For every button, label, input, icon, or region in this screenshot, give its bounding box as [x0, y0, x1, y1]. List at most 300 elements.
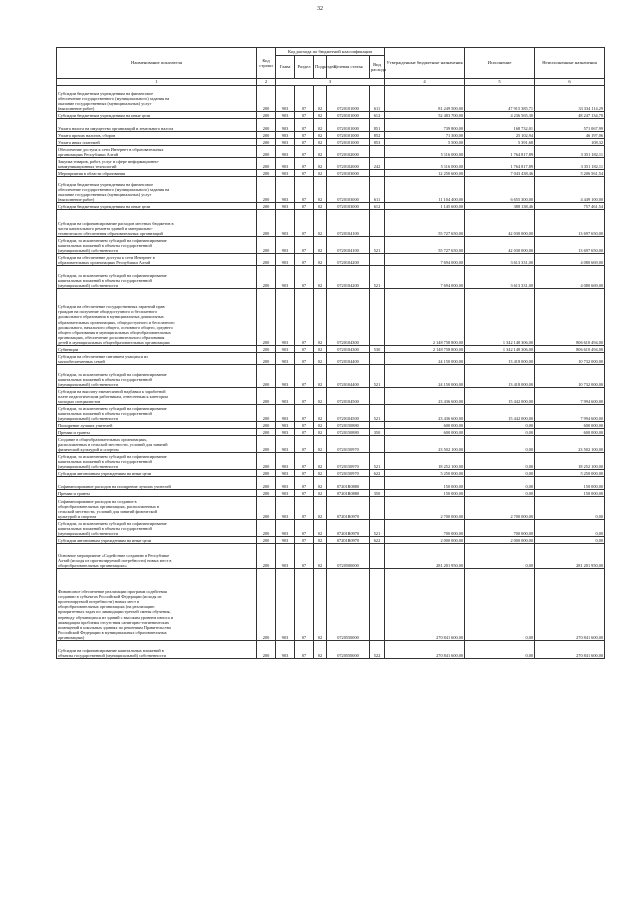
table-row [57, 569, 605, 641]
row-unexecuted: 48 247 134,70 [535, 112, 605, 119]
table-row [57, 289, 605, 346]
row-approved: 81 249 500,00 [385, 86, 465, 112]
row-unexecuted: 4 449 100,00 [535, 177, 605, 203]
row-expense-type: 853 [370, 139, 385, 146]
row-approved: 12 250 600,00 [385, 170, 465, 177]
row-approved: 52 483 700,00 [385, 112, 465, 119]
row-line-code: 200 [257, 453, 276, 470]
row-name: Премии и гранты [57, 490, 257, 497]
row-target: 0720102000 [327, 158, 370, 170]
row-execution: 0,00 [465, 544, 535, 569]
row-target: 07201R0880 [327, 490, 370, 497]
row-execution: 1 342 148 306,00 [465, 346, 535, 353]
row-expense-type [370, 569, 385, 641]
row-execution: 0,00 [465, 641, 535, 659]
row-approved: 7 694 000,00 [385, 254, 465, 266]
row-target: 0720104300 [327, 289, 370, 346]
row-section: 07 [295, 353, 314, 365]
row-approved: 55 727 650,00 [385, 237, 465, 254]
row-unexecuted: 806 610 494,00 [535, 289, 605, 346]
row-unexecuted: 4 080 669,00 [535, 254, 605, 266]
row-unexecuted: 3 351 182,11 [535, 158, 605, 170]
row-chapter: 903 [276, 346, 295, 353]
row-approved: 281 201 950,00 [385, 544, 465, 569]
row-expense-type: 521 [370, 520, 385, 537]
row-subsection: 02 [314, 237, 327, 254]
page-number: 32 [317, 6, 323, 12]
row-section: 07 [295, 520, 314, 537]
table-row [57, 520, 605, 537]
table-row [57, 544, 605, 569]
row-expense-type [370, 422, 385, 429]
row-chapter: 903 [276, 353, 295, 365]
table-row [57, 158, 605, 170]
row-line-code: 200 [257, 132, 276, 139]
row-expense-type: 611 [370, 177, 385, 203]
row-line-code: 200 [257, 641, 276, 659]
row-chapter: 903 [276, 429, 295, 436]
row-section: 07 [295, 490, 314, 497]
row-unexecuted: 806 610 494,00 [535, 346, 605, 353]
row-name: Поощрение лучших учителей [57, 422, 257, 429]
row-line-code: 200 [257, 237, 276, 254]
row-line-code: 200 [257, 436, 276, 453]
table-row [57, 237, 605, 254]
row-target: 0720150880 [327, 429, 370, 436]
row-chapter: 903 [276, 490, 295, 497]
row-line-code: 200 [257, 520, 276, 537]
row-chapter: 903 [276, 569, 295, 641]
row-target: 0720150970 [327, 470, 370, 477]
row-target: 0720103000 [327, 177, 370, 203]
row-unexecuted: 3 351 182,11 [535, 146, 605, 158]
column-number: 4 [385, 79, 465, 86]
row-name: Премии и гранты [57, 429, 257, 436]
row-unexecuted: 150 000,00 [535, 490, 605, 497]
row-line-code: 200 [257, 254, 276, 266]
row-line-code: 200 [257, 544, 276, 569]
row-line-code: 200 [257, 365, 276, 388]
row-expense-type: 521 [370, 266, 385, 289]
row-target: 0720550000 [327, 641, 370, 659]
row-chapter: 903 [276, 266, 295, 289]
row-name: Основное мероприятие «Содействие созданию в Республике Алтай (исходя из прогнозируемой потребности) новых мест в общеобразовательных организациях» [57, 544, 257, 569]
row-execution: 4 236 565,30 [465, 112, 535, 119]
row-section: 07 [295, 405, 314, 422]
row-chapter: 903 [276, 470, 295, 477]
row-approved: 150 000,00 [385, 477, 465, 490]
row-subsection: 02 [314, 422, 327, 429]
row-unexecuted: 571 067,99 [535, 119, 605, 132]
header-target: Целевая статья [327, 56, 370, 79]
row-section: 07 [295, 289, 314, 346]
row-chapter: 903 [276, 388, 295, 405]
row-expense-type: 852 [370, 132, 385, 139]
row-approved: 600 000,00 [385, 429, 465, 436]
row-name: Финансовое обеспечение реализации программ содействия созданию в субъектах Российской Федерации (исходя из прогнозируемой потребности) новых мест в общеобразовательных организациях (на реализацию приоритетных задач по ликвидации третьей смены обучения, переводу обучающихся из зданий с высоким уровнем износа и ликвидации проблемы отсутствия санитарно-гигиенических помещений в школьных зданиях по решениям Правительства Российской Федерации в муниципальных образовательных организациях) [57, 569, 257, 641]
header-approved: Утвержденные бюджетные назначения [385, 48, 465, 79]
row-section: 07 [295, 346, 314, 353]
row-unexecuted: 7 994 600,00 [535, 388, 605, 405]
header-expense-type: Вид расхода [370, 56, 385, 79]
row-line-code: 200 [257, 203, 276, 210]
row-execution: 0,00 [465, 477, 535, 490]
table-row [57, 203, 605, 210]
column-number: 3 [276, 79, 385, 86]
row-target: 0720104400 [327, 365, 370, 388]
row-expense-type: 612 [370, 112, 385, 119]
row-target: 07201R0880 [327, 477, 370, 490]
row-chapter: 903 [276, 422, 295, 429]
row-execution: 0,00 [465, 429, 535, 436]
row-name: Субсидии, за исключением субсидий на софинансирование капитальных вложений в объекты государственной (муниципальной) собственности [57, 365, 257, 388]
row-execution: 1 342 148 306,00 [465, 289, 535, 346]
row-unexecuted: 150 000,00 [535, 477, 605, 490]
row-execution: 168 732,01 [465, 119, 535, 132]
row-execution: 1 764 817,89 [465, 146, 535, 158]
row-line-code: 200 [257, 388, 276, 405]
row-section: 07 [295, 569, 314, 641]
row-line-code: 200 [257, 158, 276, 170]
row-subsection: 02 [314, 203, 327, 210]
row-name: Софинансирование расходов на создание в общеобразовательных организациях, расположенных в сельской местности, условий для занятий физической культурой и спортом [57, 497, 257, 520]
row-execution: 25 102,94 [465, 132, 535, 139]
row-line-code: 200 [257, 353, 276, 365]
row-subsection: 02 [314, 146, 327, 158]
row-line-code: 200 [257, 497, 276, 520]
row-unexecuted: 18 252 100,00 [535, 453, 605, 470]
row-name: Закупка товаров, работ, услуг в сфере информационно- коммуникационных технологий [57, 158, 257, 170]
row-unexecuted: 0,00 [535, 537, 605, 544]
row-line-code: 200 [257, 266, 276, 289]
row-subsection: 02 [314, 254, 327, 266]
row-unexecuted: 33 334 114,29 [535, 86, 605, 112]
row-target: 0720550000 [327, 569, 370, 641]
row-subsection: 02 [314, 289, 327, 346]
row-subsection: 02 [314, 266, 327, 289]
row-subsection: 02 [314, 569, 327, 641]
table-row [57, 266, 605, 289]
row-target: 0720101000 [327, 139, 370, 146]
row-execution: 2 000 000,00 [465, 537, 535, 544]
row-expense-type [370, 254, 385, 266]
row-unexecuted: 0,00 [535, 497, 605, 520]
row-section: 07 [295, 388, 314, 405]
row-expense-type: 521 [370, 365, 385, 388]
table-row [57, 365, 605, 388]
row-target: 0720104500 [327, 405, 370, 422]
row-approved: 2 000 000,00 [385, 537, 465, 544]
row-approved: 2 148 758 800,00 [385, 289, 465, 346]
row-execution: 700 000,00 [465, 520, 535, 537]
row-section: 07 [295, 641, 314, 659]
row-approved: 700 000,00 [385, 520, 465, 537]
row-chapter: 903 [276, 203, 295, 210]
row-unexecuted: 270 841 600,00 [535, 641, 605, 659]
row-approved: 11 104 400,00 [385, 177, 465, 203]
row-section: 07 [295, 544, 314, 569]
row-line-code: 200 [257, 112, 276, 119]
row-execution: 0,00 [465, 453, 535, 470]
row-chapter: 903 [276, 139, 295, 146]
row-section: 07 [295, 177, 314, 203]
row-section: 07 [295, 266, 314, 289]
header-budget-classification: Код расхода по бюджетной классификации [276, 48, 385, 56]
row-section: 07 [295, 203, 314, 210]
row-line-code: 200 [257, 139, 276, 146]
row-unexecuted: 5 250 000,00 [535, 470, 605, 477]
row-approved: 18 252 100,00 [385, 453, 465, 470]
row-line-code: 200 [257, 470, 276, 477]
row-section: 07 [295, 453, 314, 470]
row-unexecuted: 7 994 600,00 [535, 405, 605, 422]
table-row [57, 537, 605, 544]
row-target: 0720104100 [327, 237, 370, 254]
header-unexecuted: Неисполненные назначения [535, 48, 605, 79]
row-chapter: 903 [276, 544, 295, 569]
row-chapter: 903 [276, 520, 295, 537]
header-line-code: Код строки [257, 48, 276, 79]
column-number: 2 [257, 79, 276, 86]
row-approved: 5 250 000,00 [385, 470, 465, 477]
table-row [57, 210, 605, 237]
row-chapter: 903 [276, 177, 295, 203]
row-section: 07 [295, 470, 314, 477]
row-name: Субсидии, за исключением субсидий на софинансирование капитальных вложений в объекты государственной (муниципальной) собственности [57, 453, 257, 470]
row-section: 07 [295, 146, 314, 158]
row-subsection: 02 [314, 177, 327, 203]
header-execution: Исполнение [465, 48, 535, 79]
row-subsection: 02 [314, 346, 327, 353]
row-target: 0720150970 [327, 453, 370, 470]
row-unexecuted: 23 502 100,00 [535, 436, 605, 453]
table-row [57, 353, 605, 365]
row-unexecuted: 600 000,00 [535, 429, 605, 436]
row-expense-type [370, 436, 385, 453]
row-name: Уплата иных платежей [57, 139, 257, 146]
row-name: Создание в общеобразовательных организациях, расположенных в сельской местности, условий для занятий физической культурой и спортом [57, 436, 257, 453]
row-target: 07201R0970 [327, 520, 370, 537]
row-name: Субсидии, за исключением субсидий на софинансирование капитальных вложений в объекты государственной (муниципальной) собственности [57, 405, 257, 422]
row-name: Субсидии автономным учреждениям на иные цели [57, 537, 257, 544]
row-target: 0720101000 [327, 119, 370, 132]
table-row [57, 388, 605, 405]
row-subsection: 02 [314, 544, 327, 569]
row-subsection: 02 [314, 112, 327, 119]
row-name: Субсидии бюджетным учреждениям на финансовое обеспечение государственного (муниципального) задания на оказание государственных (муниципальных) услуг (выполнение работ) [57, 86, 257, 112]
row-execution: 15 442 000,00 [465, 405, 535, 422]
row-chapter: 903 [276, 289, 295, 346]
table-row [57, 170, 605, 177]
row-chapter: 903 [276, 497, 295, 520]
row-name: Субсидии на обеспечение питанием учащихся из малообеспеченных семей [57, 353, 257, 365]
row-unexecuted: 10 732 000,00 [535, 365, 605, 388]
row-approved: 23 436 600,00 [385, 405, 465, 422]
table-row [57, 254, 605, 266]
row-line-code: 200 [257, 289, 276, 346]
row-unexecuted: 108,32 [535, 139, 605, 146]
table-row [57, 112, 605, 119]
header-subsection: Подраздел [314, 56, 327, 79]
row-section: 07 [295, 158, 314, 170]
row-expense-type [370, 146, 385, 158]
row-expense-type: 242 [370, 158, 385, 170]
row-subsection: 02 [314, 436, 327, 453]
row-target: 0720101000 [327, 86, 370, 112]
row-line-code: 200 [257, 429, 276, 436]
row-execution: 0,00 [465, 569, 535, 641]
row-execution: 0,00 [465, 422, 535, 429]
row-approved: 5 116 000,00 [385, 158, 465, 170]
row-section: 07 [295, 132, 314, 139]
row-section: 07 [295, 254, 314, 266]
row-subsection: 02 [314, 470, 327, 477]
row-chapter: 903 [276, 254, 295, 266]
row-chapter: 903 [276, 436, 295, 453]
table-row [57, 346, 605, 353]
row-subsection: 02 [314, 132, 327, 139]
row-subsection: 02 [314, 490, 327, 497]
row-subsection: 02 [314, 158, 327, 170]
row-chapter: 903 [276, 158, 295, 170]
row-chapter: 903 [276, 537, 295, 544]
row-section: 07 [295, 477, 314, 490]
row-execution: 15 442 000,00 [465, 388, 535, 405]
row-name: Субсидии на обеспечение государственных гарантий прав граждан на получение общедоступного и бесплатного дошкольного образования в муниципальных дошкольных образовательных организациях, общедоступного и бесплатного дошкольного, начального общего, основного общего, среднего общего образования в муниципальных общеобразовательных организациях, обеспечение дополнительного образования детей в муниципальных общеобразовательных организациях [57, 289, 257, 346]
row-expense-type: 521 [370, 453, 385, 470]
row-execution: 0,00 [465, 490, 535, 497]
row-section: 07 [295, 170, 314, 177]
row-chapter: 903 [276, 477, 295, 490]
row-name: Субсидии бюджетным учреждениям на финансовое обеспечение государственного (муниципального) задания на оказание государственных (муниципальных) услуг (выполнение работ) [57, 177, 257, 203]
row-subsection: 02 [314, 405, 327, 422]
row-approved: 5 116 000,00 [385, 146, 465, 158]
budget-execution-table [56, 47, 605, 659]
row-section: 07 [295, 537, 314, 544]
row-approved: 270 841 600,00 [385, 641, 465, 659]
row-subsection: 02 [314, 537, 327, 544]
row-chapter: 903 [276, 112, 295, 119]
row-execution: 0,00 [465, 470, 535, 477]
row-unexecuted: 270 841 600,00 [535, 569, 605, 641]
row-chapter: 903 [276, 132, 295, 139]
row-subsection: 02 [314, 119, 327, 132]
row-expense-type: 522 [370, 641, 385, 659]
table-row [57, 436, 605, 453]
row-subsection: 02 [314, 429, 327, 436]
row-expense-type: 851 [370, 119, 385, 132]
row-section: 07 [295, 497, 314, 520]
table-row [57, 470, 605, 477]
row-expense-type: 521 [370, 237, 385, 254]
row-line-code: 200 [257, 569, 276, 641]
row-line-code: 200 [257, 537, 276, 544]
row-approved: 23 436 600,00 [385, 388, 465, 405]
row-line-code: 200 [257, 210, 276, 237]
row-execution: 7 043 438,46 [465, 170, 535, 177]
row-approved: 1 145 600,00 [385, 203, 465, 210]
row-subsection: 02 [314, 641, 327, 659]
row-unexecuted: 13 697 650,00 [535, 210, 605, 237]
row-section: 07 [295, 139, 314, 146]
row-execution: 42 030 000,00 [465, 210, 535, 237]
row-target: 0720104200 [327, 266, 370, 289]
row-unexecuted: 600 000,00 [535, 422, 605, 429]
row-expense-type [370, 210, 385, 237]
row-subsection: 02 [314, 353, 327, 365]
table-row [57, 477, 605, 490]
row-expense-type: 612 [370, 203, 385, 210]
row-unexecuted: 5 206 561,54 [535, 170, 605, 177]
row-line-code: 200 [257, 170, 276, 177]
row-name: Субсидии бюджетным учреждениям на иные цели [57, 203, 257, 210]
row-chapter: 903 [276, 119, 295, 132]
row-subsection: 02 [314, 477, 327, 490]
row-subsection: 02 [314, 139, 327, 146]
header-section: Раздел [295, 56, 314, 79]
table-row [57, 405, 605, 422]
row-name: Субсидии на обеспечение доступа к сети Интернет в образовательных организациях Республики Алтай [57, 254, 257, 266]
row-unexecuted: 4 080 669,00 [535, 266, 605, 289]
column-number: 6 [535, 79, 605, 86]
row-unexecuted: 757 461,54 [535, 203, 605, 210]
row-line-code: 200 [257, 146, 276, 158]
row-unexecuted: 13 697 650,00 [535, 237, 605, 254]
table-row [57, 139, 605, 146]
column-number: 1 [57, 79, 257, 86]
row-name: Субсидии на софинансирование капитальных вложений в объекты государственной (муниципальной) собственности [57, 641, 257, 659]
row-line-code: 200 [257, 422, 276, 429]
row-section: 07 [295, 365, 314, 388]
row-unexecuted: 10 732 000,00 [535, 353, 605, 365]
row-chapter: 903 [276, 170, 295, 177]
row-subsection: 02 [314, 388, 327, 405]
row-execution: 6 655 300,00 [465, 177, 535, 203]
row-name: Субсидии, за исключением субсидий на софинансирование капитальных вложений в объекты государственной (муниципальной) собственности [57, 237, 257, 254]
row-chapter: 903 [276, 365, 295, 388]
table-row [57, 641, 605, 659]
row-target: 0720104300 [327, 346, 370, 353]
row-line-code: 200 [257, 346, 276, 353]
row-execution: 13 418 000,00 [465, 353, 535, 365]
row-name: Софинансирование расходов на поощрение лучших учителей [57, 477, 257, 490]
row-approved: 23 502 100,00 [385, 436, 465, 453]
row-expense-type: 622 [370, 470, 385, 477]
row-execution: 388 138,46 [465, 203, 535, 210]
table-body [57, 86, 605, 659]
row-chapter: 903 [276, 641, 295, 659]
row-approved: 5 500,00 [385, 139, 465, 146]
row-expense-type: 521 [370, 405, 385, 422]
row-name: Субсидии, за исключением субсидий на софинансирование капитальных вложений в объекты государственной (муниципальной) собственности [57, 520, 257, 537]
row-section: 07 [295, 422, 314, 429]
row-execution: 2 700 000,00 [465, 497, 535, 520]
row-expense-type [370, 353, 385, 365]
row-approved: 739 800,00 [385, 119, 465, 132]
row-name: Мероприятия в области образования [57, 170, 257, 177]
row-target: 0720500000 [327, 544, 370, 569]
row-chapter: 903 [276, 405, 295, 422]
row-section: 07 [295, 436, 314, 453]
row-expense-type [370, 477, 385, 490]
row-line-code: 200 [257, 86, 276, 112]
row-name: Субсидии на выплату ежемесячной надбавки к заработной плате педагогическим работникам, отнесенным к категории молодых специалистов [57, 388, 257, 405]
row-chapter: 903 [276, 237, 295, 254]
row-target: 0720104400 [327, 353, 370, 365]
table-row [57, 422, 605, 429]
row-name: Субвенции [57, 346, 257, 353]
row-approved: 150 000,00 [385, 490, 465, 497]
